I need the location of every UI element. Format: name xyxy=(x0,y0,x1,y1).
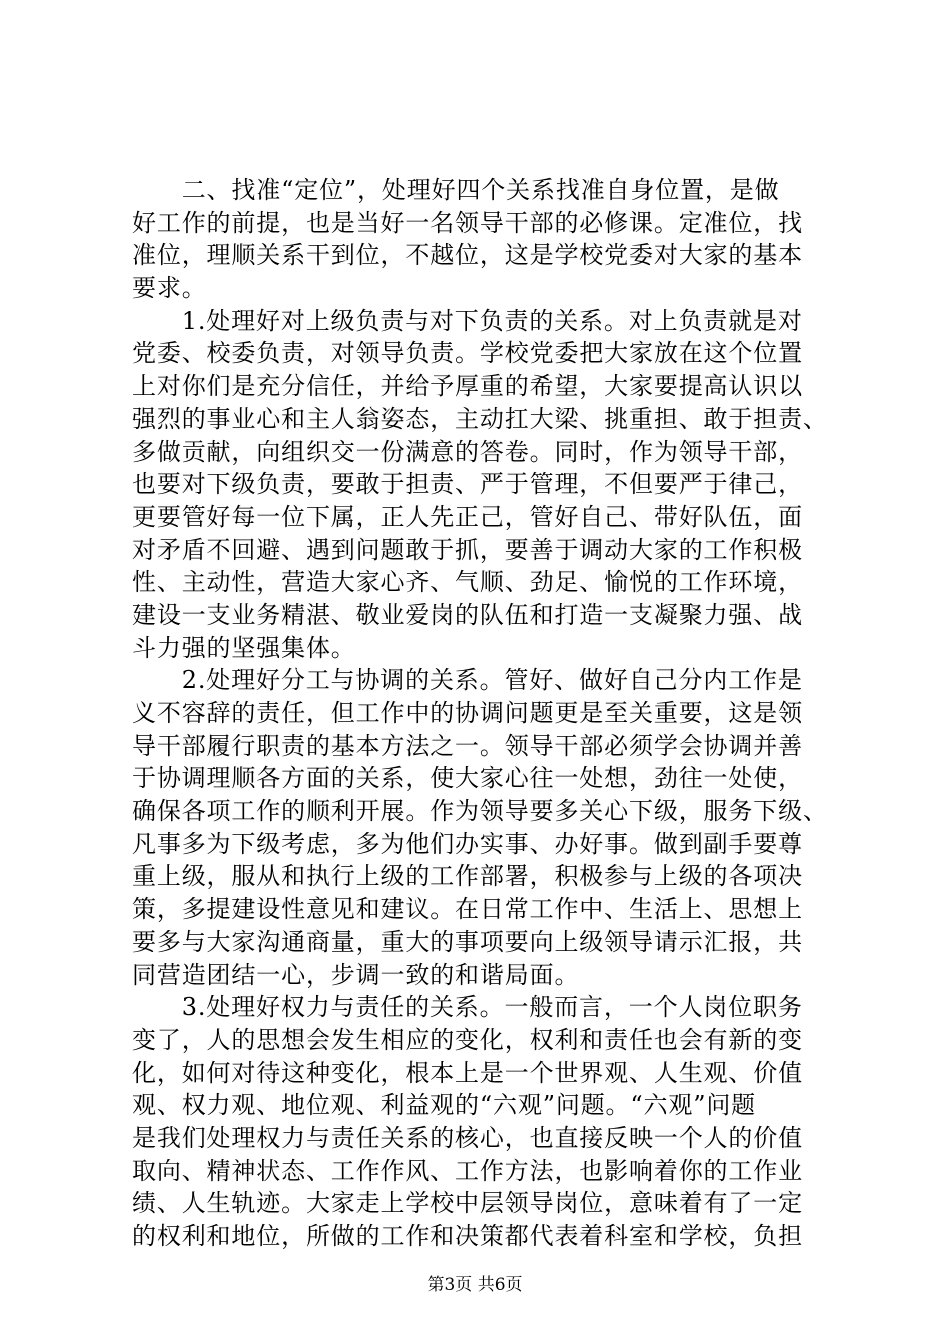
text-line: 凡事多为下级考虑，多为他们办实事、办好事。做到副手要尊 xyxy=(132,829,803,858)
text-line: 性、主动性，营造大家心齐、气顺、劲足、愉悦的工作环境， xyxy=(132,568,803,597)
text-line: 2.处理好分工与协调的关系。管好、做好自己分内工作是 xyxy=(132,666,803,695)
text-line: 好工作的前提，也是当好一名领导干部的必修课。定准位，找 xyxy=(132,208,803,237)
text-line: 于协调理顺各方面的关系，使大家心往一处想，劲往一处使， xyxy=(132,764,803,793)
text-line: 策，多提建设性意见和建议。在日常工作中、生活上、思想上 xyxy=(132,895,803,924)
text-line: 同营造团结一心，步调一致的和谐局面。 xyxy=(132,960,580,989)
text-line: 是我们处理权力与责任关系的核心，也直接反映一个人的价值 xyxy=(132,1123,803,1152)
text-line: 重上级，服从和执行上级的工作部署，积极参与上级的各项决 xyxy=(132,862,803,891)
text-line: 对矛盾不回避、遇到问题敢于抓，要善于调动大家的工作积极 xyxy=(132,535,803,564)
page-number-footer: 第3页 共6页 xyxy=(427,1275,523,1295)
text-line: 1.处理好对上级负责与对下负责的关系。对上负责就是对 xyxy=(132,306,803,335)
text-line: 导干部履行职责的基本方法之一。领导干部必须学会协调并善 xyxy=(132,731,803,760)
text-line: 二、找准“定位”，处理好四个关系找准自身位置，是做 xyxy=(132,176,780,204)
text-line: 更要管好每一位下属，正人先正己，管好自己、带好队伍，面 xyxy=(132,502,803,531)
text-line: 化，如何对待这种变化，根本上是一个世界观、人生观、价值 xyxy=(132,1058,803,1087)
text-line: 要多与大家沟通商量，重大的事项要向上级领导请示汇报，共 xyxy=(132,927,803,956)
text-line: 准位，理顺关系干到位，不越位，这是学校党委对大家的基本 xyxy=(132,241,803,270)
text-line: 建设一支业务精湛、敬业爱岗的队伍和打造一支凝聚力强、战 xyxy=(132,600,803,629)
text-line: 绩、人生轨迹。大家走上学校中层领导岗位，意味着有了一定 xyxy=(132,1189,803,1218)
text-line: 3.处理好权力与责任的关系。一般而言，一个人岗位职务 xyxy=(132,993,803,1022)
text-line: 强烈的事业心和主人翁姿态，主动扛大梁、挑重担、敢于担责、 xyxy=(132,404,828,433)
text-line: 的权利和地位，所做的工作和决策都代表着科室和学校，负担 xyxy=(132,1222,803,1250)
text-line: 取向、精神状态、工作作风、工作方法，也影响着你的工作业 xyxy=(132,1156,803,1185)
text-line: 斗力强的坚强集体。 xyxy=(132,633,356,662)
text-line: 党委、校委负责，对领导负责。学校党委把大家放在这个位置 xyxy=(132,339,803,368)
text-line: 要求。 xyxy=(132,274,207,303)
text-line: 确保各项工作的顺利开展。作为领导要多关心下级，服务下级、 xyxy=(132,797,828,826)
text-line: 多做贡献，向组织交一份满意的答卷。同时，作为领导干部， xyxy=(132,437,803,466)
text-line: 观、权力观、地位观、利益观的“六观”问题。“六观”问题 xyxy=(132,1091,757,1120)
text-line: 变了，人的思想会发生相应的变化，权利和责任也会有新的变 xyxy=(132,1025,803,1054)
text-line: 也要对下级负责，要敢于担责、严于管理，不但要严于律己， xyxy=(132,470,803,499)
text-line: 义不容辞的责任，但工作中的协调问题更是至关重要，这是领 xyxy=(132,699,803,727)
text-line: 上对你们是充分信任，并给予厚重的希望，大家要提高认识以 xyxy=(132,372,803,401)
body-text xyxy=(132,174,830,1253)
